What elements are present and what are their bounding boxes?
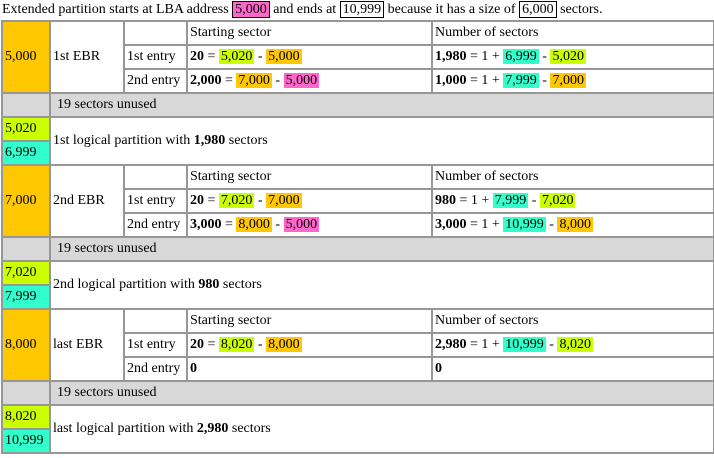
ebr-name-cell: 1st EBR [50, 21, 124, 93]
minus-sign: - [549, 217, 554, 232]
equals-plus-one: = 1 + [459, 193, 490, 208]
hl-cyan-value: 10,999 [505, 337, 544, 352]
sector-count-formula [432, 333, 714, 357]
starting-sector-header: Starting sector [187, 165, 432, 189]
intro-line [2, 2, 714, 18]
entry-label-cell: 1st entry [124, 45, 187, 69]
sector-count-formula [432, 189, 714, 213]
lp-end-lba-cell: 7,999 [2, 285, 50, 309]
minus-sign: - [549, 337, 554, 352]
ebr-start-lba-cell: 8,000 [2, 309, 50, 381]
lp-sector-count: 1,980 [193, 133, 226, 148]
intro-text-3: because it has a size of [387, 2, 516, 17]
lp-description-cell [50, 117, 714, 165]
equals-sign: = [225, 73, 233, 88]
lp-end-lba-cell: 6,999 [2, 141, 50, 165]
minus-sign: - [542, 49, 547, 64]
lp-text: last logical partition with [53, 421, 194, 436]
ebr-name-cell: 2nd EBR [50, 165, 124, 237]
hl-orange-value: 7,000 [268, 193, 300, 208]
entry-label-cell: 2nd entry [124, 213, 187, 237]
ebr-layout-table [1, 20, 714, 454]
equals-plus-one: = 1 + [470, 49, 500, 64]
sector-count-formula [432, 213, 714, 237]
unused-label: 19 sectors unused [50, 237, 714, 261]
intro-text-1: Extended partition starts at LBA address [2, 2, 229, 17]
minus-sign: - [275, 73, 281, 88]
extended-end-badge: 10,999 [340, 1, 385, 18]
minus-sign: - [542, 73, 547, 88]
hl-orange-value: 7,000 [552, 73, 584, 88]
equals-sign: = [207, 337, 216, 352]
header-spacer-cell [124, 309, 187, 333]
lp-text: sectors [228, 133, 268, 148]
hl-green-value: 5,020 [220, 49, 253, 64]
ebr-start-lba-cell: 5,000 [2, 21, 50, 93]
starting-sector-formula [187, 45, 432, 69]
unused-spacer-cell [2, 381, 50, 405]
logical-partition-row [2, 261, 714, 285]
starting-sector-formula [187, 213, 432, 237]
count-result: 0 [435, 361, 442, 376]
start-result: 0 [190, 361, 197, 376]
start-result: 3,000 [190, 217, 222, 232]
unused-spacer-cell [2, 237, 50, 261]
number-of-sectors-header: Number of sectors [432, 165, 714, 189]
minus-sign: - [275, 217, 281, 232]
hl-green-value: 8,020 [559, 337, 591, 352]
number-of-sectors-header: Number of sectors [432, 309, 714, 333]
lp-start-lba-cell: 8,020 [2, 405, 50, 429]
hl-green-value: 7,020 [220, 193, 253, 208]
hl-orange-value: 8,000 [238, 217, 270, 232]
count-result: 2,980 [435, 337, 467, 352]
lp-text: 2nd logical partition with [53, 277, 195, 292]
hl-orange-value: 7,000 [238, 73, 270, 88]
page [0, 2, 714, 454]
ebr-start-lba-cell: 7,000 [2, 165, 50, 237]
unused-label: 19 sectors unused [50, 93, 714, 117]
lp-start-lba-cell: 5,020 [2, 117, 50, 141]
hl-cyan-value: 10,999 [505, 217, 544, 232]
lp-sector-count: 2,980 [196, 421, 229, 436]
starting-sector-formula [187, 333, 432, 357]
sector-count-formula [432, 357, 714, 381]
lp-text: sectors [231, 421, 271, 436]
count-result: 3,000 [435, 217, 467, 232]
entry-label-cell: 2nd entry [124, 69, 187, 93]
start-result: 20 [190, 337, 204, 352]
unused-sectors-row [2, 381, 714, 405]
minus-sign: - [257, 193, 263, 208]
starting-sector-formula [187, 357, 432, 381]
hl-cyan-value: 6,999 [505, 49, 537, 64]
hl-orange-value: 8,000 [268, 337, 300, 352]
hl-cyan-value: 7,999 [494, 193, 527, 208]
hl-green-value: 7,020 [541, 193, 574, 208]
hl-green-value: 5,020 [552, 49, 584, 64]
header-spacer-cell [124, 165, 187, 189]
lp-start-lba-cell: 7,020 [2, 261, 50, 285]
minus-sign: - [531, 193, 537, 208]
ebr-header-row [2, 21, 714, 45]
equals-sign: = [207, 49, 216, 64]
intro-text-2: and ends at [273, 2, 337, 17]
extended-size-badge: 6,000 [519, 1, 557, 18]
logical-partition-row [2, 117, 714, 141]
start-result: 2,000 [190, 73, 222, 88]
equals-sign: = [207, 193, 216, 208]
lp-text: sectors [222, 277, 262, 292]
equals-sign: = [225, 217, 233, 232]
hl-pink-value: 5,000 [285, 217, 318, 232]
logical-partition-row [2, 405, 714, 429]
minus-sign: - [257, 49, 263, 64]
extended-start-badge: 5,000 [232, 1, 270, 18]
starting-sector-header: Starting sector [187, 309, 432, 333]
hl-pink-value: 5,000 [285, 73, 318, 88]
entry-label-cell: 1st entry [124, 189, 187, 213]
unused-label: 19 sectors unused [50, 381, 714, 405]
lp-text: 1st logical partition with [53, 133, 191, 148]
header-spacer-cell [124, 21, 187, 45]
number-of-sectors-header: Number of sectors [432, 21, 714, 45]
starting-sector-formula [187, 189, 432, 213]
ebr-name-cell: last EBR [50, 309, 124, 381]
unused-sectors-row [2, 93, 714, 117]
start-result: 20 [190, 49, 204, 64]
sector-count-formula [432, 45, 714, 69]
ebr-header-row [2, 309, 714, 333]
intro-text-4: sectors. [560, 2, 603, 17]
count-result: 1,000 [435, 73, 467, 88]
lp-end-lba-cell: 10,999 [2, 429, 50, 453]
hl-cyan-value: 7,999 [505, 73, 537, 88]
ebr-header-row [2, 165, 714, 189]
lp-description-cell [50, 261, 714, 309]
minus-sign: - [257, 337, 263, 352]
equals-plus-one: = 1 + [470, 73, 500, 88]
unused-spacer-cell [2, 93, 50, 117]
start-result: 20 [190, 193, 204, 208]
starting-sector-header: Starting sector [187, 21, 432, 45]
sector-count-formula [432, 69, 714, 93]
lp-description-cell [50, 405, 714, 453]
hl-orange-value: 8,000 [559, 217, 591, 232]
hl-green-value: 8,020 [220, 337, 253, 352]
count-result: 1,980 [435, 49, 467, 64]
equals-plus-one: = 1 + [470, 217, 500, 232]
equals-plus-one: = 1 + [470, 337, 500, 352]
hl-orange-value: 5,000 [268, 49, 300, 64]
unused-sectors-row [2, 237, 714, 261]
lp-sector-count: 980 [198, 277, 220, 292]
count-result: 980 [435, 193, 456, 208]
entry-label-cell: 1st entry [124, 333, 187, 357]
entry-label-cell: 2nd entry [124, 357, 187, 381]
starting-sector-formula [187, 69, 432, 93]
